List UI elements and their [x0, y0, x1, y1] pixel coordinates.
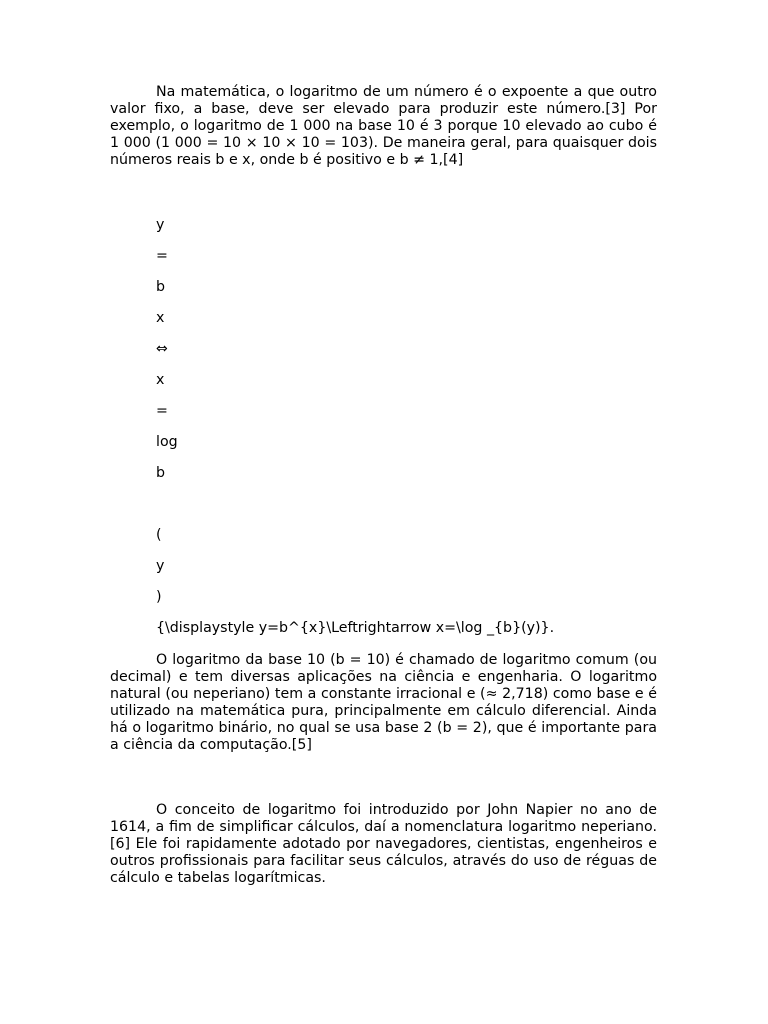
formula-token: = — [156, 248, 168, 264]
formula-token: x — [156, 310, 165, 326]
formula-token: y — [156, 217, 165, 233]
formula-token: log — [156, 434, 178, 450]
formula-token: = — [156, 403, 168, 419]
paragraph-history: O conceito de logaritmo foi introduzido por John Napier no ano de 1614, a fim de simplificar cálculos, daí a nomenclatura logaritmo neperiano.[6] Ele foi rapidamente adotado por navegadores, cientistas, engenheiros e outros profissionais para facilitar seus cálculos, através do uso de réguas de cálculo e tabelas logarítmicas. — [110, 802, 657, 886]
formula-token: b — [156, 279, 166, 295]
paragraph-intro: Na matemática, o logaritmo de um número é o expoente a que outro valor fixo, a base, deve ser elevado para produzir este número.[3] Por exemplo, o logaritmo de 1 000 na base 10 é 3 porque 10 elevado ao cubo é 1 000 (1 000 = 10 × 10 × 10 = 103). De maneira geral, para quaisquer dois números reais b e x, onde b é positivo e b ≠ 1,[4] — [110, 84, 657, 168]
formula-token: ) — [156, 589, 162, 605]
formula-block — [110, 217, 657, 637]
formula-token: ( — [156, 527, 162, 543]
paragraph-bases: O logaritmo da base 10 (b = 10) é chamado de logaritmo comum (ou decimal) e tem diversas aplicações na ciência e engenharia. O logaritmo natural (ou neperiano) tem a constante irracional e (≈ 2,718) como base e é utilizado na matemática pura, principalmente em cálculo diferencial. Ainda há o logaritmo binário, no qual se usa base 2 (b = 2), que é importante para a ciência da computação.[5] — [110, 652, 657, 753]
formula-token: b — [156, 465, 166, 481]
document-page — [110, 84, 657, 887]
formula-latex: {\displaystyle y=b^{x}\Leftrightarrow x=\log _{b}(y)}. — [156, 620, 555, 636]
formula-token: y — [156, 558, 165, 574]
formula-token: ⇔ — [156, 341, 168, 357]
formula-token: x — [156, 372, 165, 388]
formula-token — [156, 496, 657, 513]
